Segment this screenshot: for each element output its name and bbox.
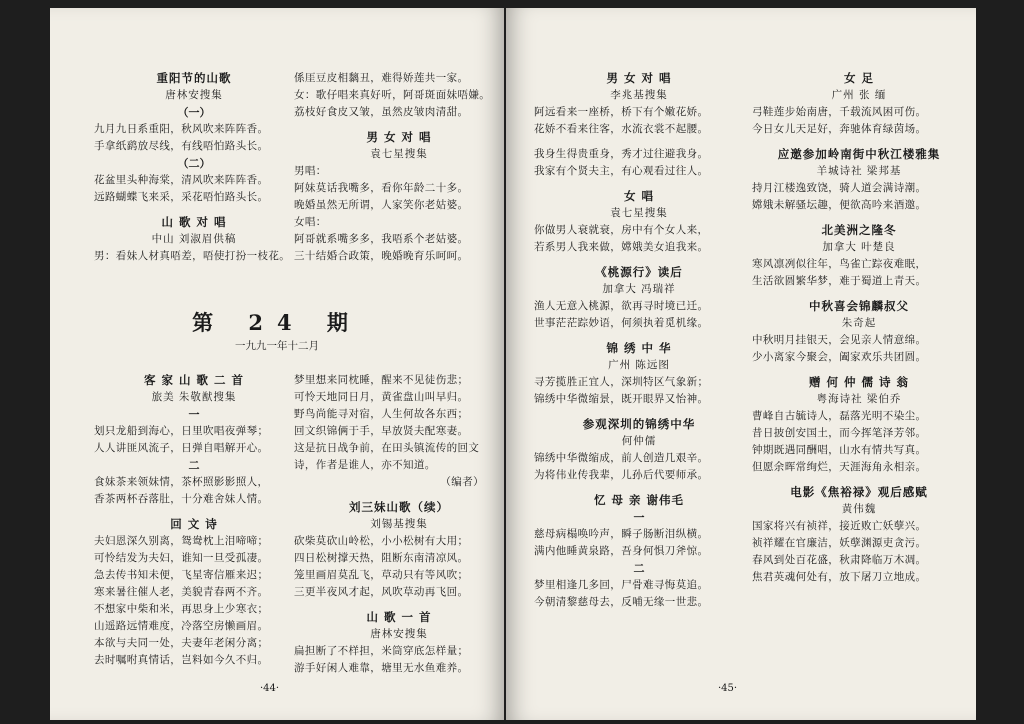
spacer bbox=[752, 366, 966, 374]
poem-byline: 广州 张 缅 bbox=[831, 89, 887, 101]
poem-line: 晚婚虽然无所谓，人家笑你老姑婆。 bbox=[294, 199, 469, 211]
poem-byline: 刘锡基搜集 bbox=[370, 518, 428, 530]
poem-byline: 唐林安搜集 bbox=[165, 89, 223, 101]
poem-byline: 加拿大 冯瑞祥 bbox=[602, 283, 676, 295]
poem-byline: 中山 刘淑眉供稿 bbox=[151, 233, 237, 245]
poem-line: 寒风凛冽似往年，鸟雀亡踪夜难眠， bbox=[752, 258, 927, 270]
spacer bbox=[752, 214, 966, 222]
poem-line: 锦绣中华微缩景，既开眼界又怡神。 bbox=[534, 393, 709, 405]
poem-line: 我身生得贵重身，秀才过往避我身。 bbox=[534, 148, 709, 160]
poem-byline: 袁七星搜集 bbox=[610, 207, 668, 219]
poem-line: 弓鞋莲步始南唐，千载流风困可伤。 bbox=[752, 106, 927, 118]
right-page bbox=[506, 8, 976, 720]
poem-line: 花盆里头种海棠，清风吹来阵阵香。 bbox=[94, 174, 269, 186]
poem-line: 係厓豆皮相黐丑，难得娇莲共一家。 bbox=[294, 72, 469, 84]
poem-line: 香茶两杯吞落肚，十分难舍妹人情。 bbox=[94, 493, 269, 505]
poem-line: 昔日披创安国土，而今挥笔泽芳邻。 bbox=[752, 427, 927, 439]
poem-byline: 何仲儒 bbox=[621, 435, 657, 447]
poem-line: 食妹茶来领妹情，茶杯照影影照人， bbox=[94, 476, 269, 488]
spacer bbox=[534, 256, 744, 264]
poem-title: 客 家 山 歌 二 首 bbox=[143, 373, 245, 387]
poem-line: 少小离家今聚会，阖家欢乐共团圆。 bbox=[752, 351, 927, 363]
poem-line: 阿哥就系嘴多多，我唔系个老姑婆。 bbox=[294, 233, 469, 245]
poem-line: 焦君英魂何处有，放下屠刀立地成。 bbox=[752, 571, 927, 583]
poem-line: 女唱： bbox=[294, 216, 327, 228]
poem-line: 去时嘱咐真情话，岂料如今久不归。 bbox=[94, 654, 269, 666]
poem-title: 忆 母 亲 谢伟毛 bbox=[593, 493, 684, 507]
poem-line: 游手好闲人难靠，塘里无水鱼难养。 bbox=[294, 662, 469, 674]
poem-section-number: 二 bbox=[188, 459, 200, 472]
spacer bbox=[94, 508, 294, 516]
poem-title: 男 女 对 唱 bbox=[366, 130, 432, 144]
poem-line: 划只龙船到海心，日里吹唱夜弹琴； bbox=[94, 425, 269, 437]
poem-line: 曹峰自古毓诗人，磊落光明不染尘。 bbox=[752, 410, 927, 422]
poem-line: 若系男人我来做，嫦娥美女追我来。 bbox=[534, 241, 709, 253]
poem-title: 北美洲之隆冬 bbox=[821, 223, 897, 237]
left-page bbox=[50, 8, 504, 720]
spacer bbox=[752, 290, 966, 298]
left-column-2-top bbox=[294, 70, 504, 265]
poem-byline: 加拿大 叶楚良 bbox=[822, 241, 896, 253]
poem-line: 夫妇恩深久别离，鸳鸯枕上泪啼啼； bbox=[94, 535, 269, 547]
left-column-1-bottom bbox=[94, 372, 294, 669]
poem-line: 我家有个贤夫主，有心观看过往人。 bbox=[534, 165, 709, 177]
poem-byline: 袁七星搜集 bbox=[370, 148, 428, 160]
poem-line: 这是抗日战争前，在田头镇流传的回文 bbox=[294, 442, 480, 454]
poem-line: 国家将兴有祯祥，接近败亡妖孽兴。 bbox=[752, 520, 927, 532]
spacer bbox=[534, 408, 744, 416]
poem-line: 急去传书知未便，飞星寄信雁来迟； bbox=[94, 569, 269, 581]
poem-title: 重阳节的山歌 bbox=[156, 71, 232, 85]
poem-line: 远路蝴蝶飞来采，采花唔怕路头长。 bbox=[94, 191, 269, 203]
poem-title: 山 歌 一 首 bbox=[366, 610, 432, 624]
issue-title: 第 24 期 bbox=[192, 310, 362, 335]
poem-line: 钟期既遇同酬唱，山水有情共写真。 bbox=[752, 444, 927, 456]
poem-title: 《桃源行》读后 bbox=[595, 265, 683, 279]
poem-line: 可怜天地同日月，黄雀盘山叫早归。 bbox=[294, 391, 469, 403]
poem-title: 刘三妹山歌（续） bbox=[349, 500, 449, 514]
poem-section-number: 二 bbox=[633, 562, 645, 575]
poem-line: 寻芳揽胜正宜人，深圳特区气象新； bbox=[534, 376, 709, 388]
poem-line: 手拿纸鹞放尽线，有线唔怕路头长。 bbox=[94, 140, 269, 152]
poem-section-number: 一 bbox=[633, 511, 645, 524]
spacer bbox=[294, 491, 504, 499]
right-column-2 bbox=[752, 70, 966, 586]
poem-line: 你做男人衰就衰，房中有个女人来， bbox=[534, 224, 709, 236]
poem-title: 电影《焦裕禄》观后感赋 bbox=[790, 485, 928, 499]
poem-line: 梦里相逢几多回，尸骨难寻悔莫追。 bbox=[534, 579, 709, 591]
poem-line: 阿妹莫话我嘴多，看你年龄二十多。 bbox=[294, 182, 469, 194]
spacer bbox=[752, 138, 966, 146]
poem-line: 生活欲圆繁华梦，难于蜀道上青天。 bbox=[752, 275, 927, 287]
poem-line: 春风到处百花盛，秋肃降临万木凋。 bbox=[752, 554, 927, 566]
spacer bbox=[534, 180, 744, 188]
poem-line: 回文织锦俩于手，早放贤夫配寒妻。 bbox=[294, 425, 469, 437]
poem-line: 但愿余晖常绚烂，天涯海角永相亲。 bbox=[752, 461, 927, 473]
poem-byline: 黄伟魏 bbox=[841, 503, 877, 515]
left-column-1-top bbox=[94, 70, 294, 265]
spacer bbox=[534, 332, 744, 340]
left-column-2-bottom bbox=[294, 372, 504, 677]
poem-line: 渔人无意入桃源，欲再寻时境已迁。 bbox=[534, 300, 709, 312]
poem-line: 世事茫茫踪妙语，何须执着觅机缘。 bbox=[534, 317, 709, 329]
issue-date: 一九九一年十二月 bbox=[235, 340, 319, 352]
poem-line: 不想家中柴和米，再思身上少寒衣； bbox=[94, 603, 269, 615]
poem-line: 慈母病榻唤吟声，瞬子肠断泪纵横。 bbox=[534, 528, 709, 540]
poem-title: 参观深圳的锦绣中华 bbox=[582, 417, 696, 431]
spacer bbox=[294, 601, 504, 609]
poem-line: 三更半夜风才起，风吹草动再飞回。 bbox=[294, 586, 469, 598]
poem-section-number: 一 bbox=[188, 408, 200, 421]
poem-line: 今日女儿天足好，奔驰体育绿茵场。 bbox=[752, 123, 927, 135]
poem-byline: 羊城诗社 梁邦基 bbox=[816, 165, 902, 177]
poem-line: 野鸟尚能寻对宿，人生何故各东西； bbox=[294, 408, 469, 420]
poem-line: 女：歌仔唱来真好听，阿哥斑面妹唔嫌。 bbox=[294, 89, 491, 101]
poem-byline: 唐林安搜集 bbox=[370, 628, 428, 640]
poem-line: 九月九日系重阳，秋风吹来阵阵香。 bbox=[94, 123, 269, 135]
poem-line: 人人讲匪风流子，日弹自唱解开心。 bbox=[94, 442, 269, 454]
poem-line: 山遥路远情难度，冷落空房懒画眉。 bbox=[94, 620, 269, 632]
spacer bbox=[94, 206, 294, 214]
poem-line: 为将伟业传我辈，儿孙后代要师承。 bbox=[534, 469, 709, 481]
poem-line: 可怜结发为夫妇，谁知一旦受孤凄。 bbox=[94, 552, 269, 564]
poem-line: 四日松树撑天热，阻断东南清凉风。 bbox=[294, 552, 469, 564]
poem-title: 女 足 bbox=[843, 71, 874, 85]
spacer bbox=[294, 121, 504, 129]
poem-byline: 李兆基搜集 bbox=[610, 89, 668, 101]
poem-line: 梦里想来同枕睡，醒来不见徒伤悲； bbox=[294, 374, 469, 386]
poem-line: 寒来暑往催人老，美貌青春两不齐。 bbox=[94, 586, 269, 598]
poem-line: 笼里画眉莫乱飞，草动只有等风吹； bbox=[294, 569, 469, 581]
poem-title: 锦 绣 中 华 bbox=[606, 341, 672, 355]
right-column-1 bbox=[534, 70, 744, 611]
poem-title: 山 歌 对 唱 bbox=[161, 215, 227, 229]
poem-line: 本欲与夫同一处，夫妻年老闲分离； bbox=[94, 637, 269, 649]
page-number-left: ·44· bbox=[260, 683, 280, 694]
poem-line: 祯祥耀在官廉洁，妖孽渊源吏贪污。 bbox=[752, 537, 927, 549]
page-number-right: ·45· bbox=[718, 683, 738, 694]
poem-line: 中秋明月挂银天，会见亲人情意绵。 bbox=[752, 334, 927, 346]
poem-title: 回 文 诗 bbox=[170, 517, 218, 531]
poem-byline: 朱奇起 bbox=[841, 317, 877, 329]
poem-line: 持月江楼逸致饶，骑人道会满诗潮。 bbox=[752, 182, 927, 194]
poem-line: 今朝清黎慈母去，反哺无缘一世悲。 bbox=[534, 596, 709, 608]
poem-line: 荔枝好食皮又皱，虽然皮皱肉清甜。 bbox=[294, 106, 469, 118]
poem-line: 诗，作者是谁人，亦不知道。 bbox=[294, 459, 436, 471]
poem-line: 男：看妹人材真唔差，唔使打扮一枝花。 bbox=[94, 250, 291, 262]
poem-line: 阿远看来一座桥，桥下有个嫩花娇。 bbox=[534, 106, 709, 118]
poem-title: 应邀参加岭南街中秋江楼雅集 bbox=[777, 147, 941, 161]
poem-line: 三十结婚合政策，晚婚晚育乐呵呵。 bbox=[294, 250, 469, 262]
editor-note: （编者） bbox=[440, 476, 484, 488]
poem-byline: 广州 陈远图 bbox=[608, 359, 670, 371]
spacer bbox=[534, 138, 744, 146]
poem-title: 中秋喜会锦麟叔父 bbox=[809, 299, 909, 313]
spacer bbox=[534, 484, 744, 492]
poem-line: 满内他睡黄泉路，吾身何惧刀斧惊。 bbox=[534, 545, 709, 557]
poem-line: 锦绣中华微缩成，前人创造几艰辛。 bbox=[534, 452, 709, 464]
poem-line: 砍柴莫砍山岭松，小小松树有大用； bbox=[294, 535, 469, 547]
poem-title: 赠 何 仲 儒 诗 翁 bbox=[808, 375, 910, 389]
poem-section-number: （一） bbox=[177, 106, 211, 119]
issue-header bbox=[50, 308, 504, 355]
poem-byline: 旅美 朱敬猷搜集 bbox=[151, 391, 237, 403]
poem-title: 男 女 对 唱 bbox=[606, 71, 672, 85]
poem-section-number: （二） bbox=[177, 157, 211, 170]
spacer bbox=[752, 476, 966, 484]
poem-line: 扁担断了不样担，米筒穿底怎样量； bbox=[294, 645, 469, 657]
poem-line: 嫦娥未解骚坛趣，便欲高吟来酒邀。 bbox=[752, 199, 927, 211]
poem-byline: 粤海诗社 梁伯乔 bbox=[816, 393, 902, 405]
poem-line: 男唱： bbox=[294, 165, 327, 177]
poem-line: 花娇不看来往客，水流衣裳不起腰。 bbox=[534, 123, 709, 135]
poem-title: 女 唱 bbox=[623, 189, 654, 203]
